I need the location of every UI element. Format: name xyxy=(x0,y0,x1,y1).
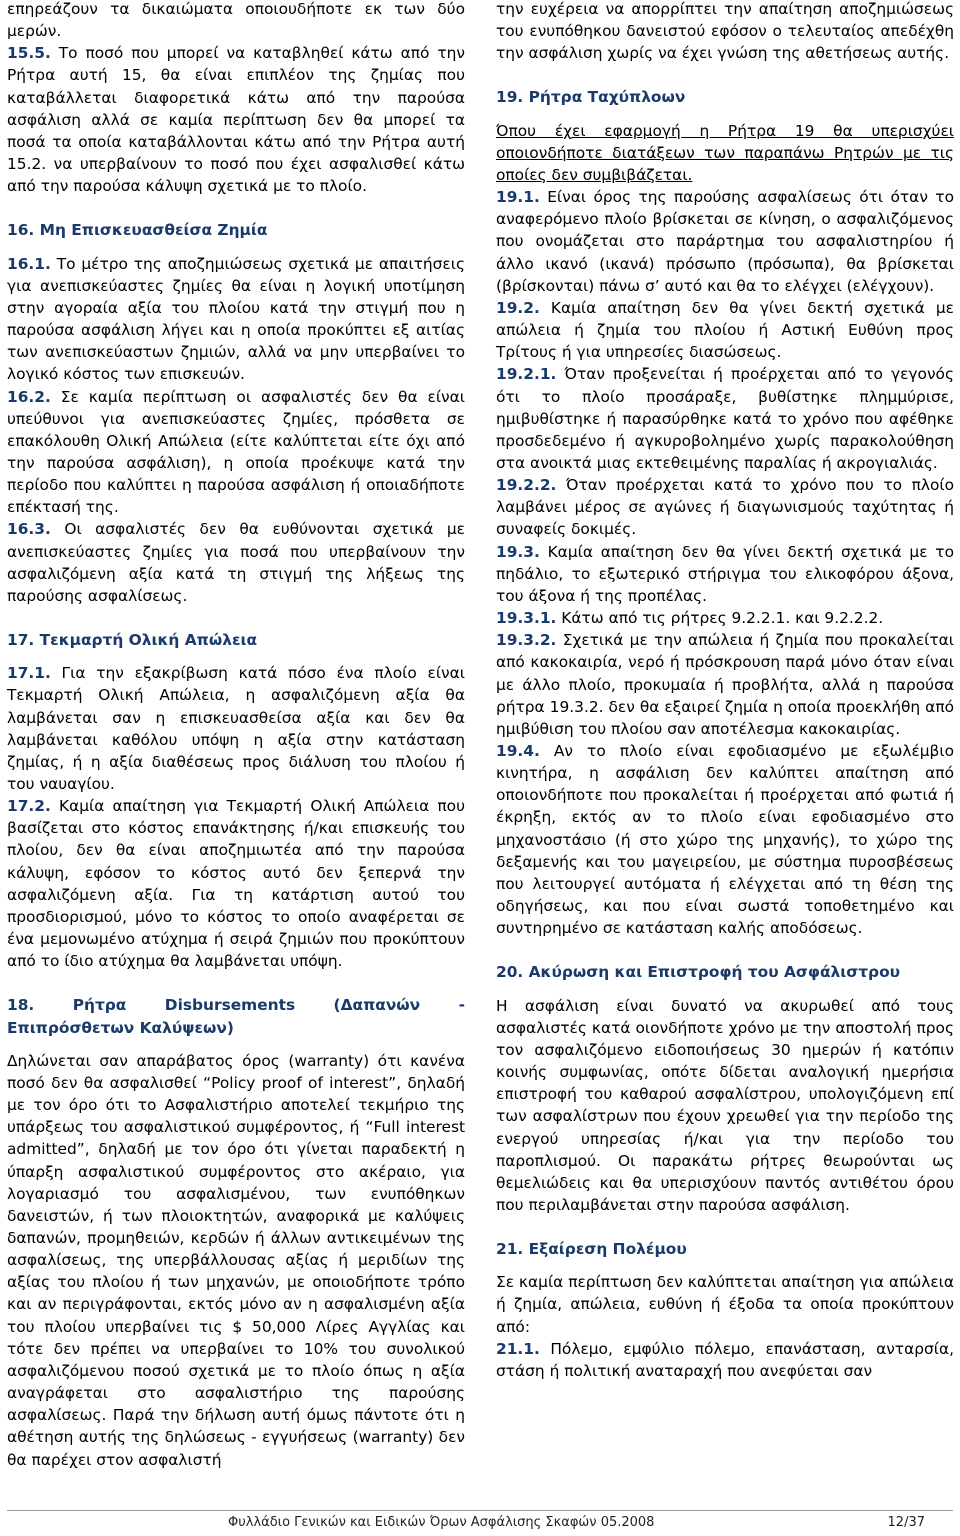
clause-19-2-1 xyxy=(496,363,954,474)
clause-19-2 xyxy=(496,297,954,363)
clause-number: 19.4. xyxy=(496,742,540,760)
heading-clause-20: 20. Ακύρωση και Επιστροφή του Ασφάλιστρου xyxy=(496,963,901,982)
clause-17-1 xyxy=(7,662,465,795)
clause-number: 19.3.2. xyxy=(496,631,557,650)
clause-19-4 xyxy=(496,740,954,939)
clause-text: Όταν προέρχεται κατά το χρόνο που το πλοίο λαμβάνει μέρος σε αγώνες ή διαγωνισμούς ταχύτητας ή συναφείς δοκιμές. xyxy=(496,476,954,539)
clause-text: Καμία απαίτηση δεν θα γίνει δεκτή σχετικά με απώλεια ή ζημία του πλοίου ή Αστική Ευθύνη προς Τρίτους ή για υπηρεσίες διασώσεως. xyxy=(496,298,954,362)
clause-number: 16.2. xyxy=(7,387,51,406)
heading-clause-19: 19. Ρήτρα Ταχύπλοων xyxy=(496,88,686,107)
clause-text: Το ποσό που μπορεί να καταβληθεί κάτω από την Ρήτρα αυτή 15, θα είναι επιπλέον της ζημίας που καταβάλλεται διαφορετικά κάτω από την παρούσα ασφάλιση αλλά σε καμία περίπτωση δεν θα μπορεί τα ποσά τα οποία καταβάλλονται κάτω από την Ρήτρα αυτή 15.2. να υπερβαίνουν το ποσό που έχει ασφαλισθεί κάτω από την παρούσα κάλυψη σχετικά με το πλοίο. xyxy=(7,44,465,196)
clause-text: Καμία απαίτηση για Τεκμαρτή Ολική Απώλεια που βασίζεται στο κόστος επανάκτησης ή/και επισκευής του πλοίου, δεν θα είναι αποζημιωτέα από την παρούσα κάλυψη, εφόσον το κόστος αυτό δεν ξεπερνά την ασφαλιζόμενη αξία. Για τη κατάρτιση αυτού του προσδιορισμού, μόνο το κόστος το οποίο αναφέρεται σε ένα μεμονωμένο ατύχημα ή σειρά ζημιών που προκύπτουν από το ίδιο ατύχημα θα λαμβάνεται υπόψη. xyxy=(7,797,465,971)
clause-text: Είναι όρος της παρούσης ασφαλίσεως ότι όταν το αναφερόμενο πλοίο βρίσκεται σε κίνηση, ο ασφαλιζόμενος που ονομάζεται στο παράρτημα του ασφαλιστηρίου ή άλλο ικανό (ικανά) πρόσωπο (πρόσωπα), θα βρίσκεται (βρίσκονται) πάνω σ’ αυτό και θα το ελέγχει (ελέγχουν). xyxy=(496,188,954,295)
clause-text: Κάτω από τις ρήτρες 9.2.2.1. και 9.2.2.2. xyxy=(556,609,884,628)
heading-clause-21: 21. Εξαίρεση Πολέμου xyxy=(496,1240,687,1259)
clause-number: 15.5. xyxy=(7,44,51,63)
clause-21-text: Σε καμία περίπτωση δεν καλύπτεται απαίτηση για απώλεια ή ζημία, απώλεια, ευθύνη ή έξοδα τα οποία προκύπτουν από: xyxy=(496,1273,955,1336)
clause-20-text: Η ασφάλιση είναι δυνατό να ακυρωθεί από τους ασφαλιστές κατά οιονδήποτε χρόνο με την αποστολή προς τον ασφαλιζόμενο ειδοποιήσεως 30 ημερών ή κατόπιν κοινής συμφωνίας, οπότε δίδεται αναλογική ημερήσια επιστροφή του καθαρού ασφαλίστρου, υπολογιζόμενη επί των ασφαλίστρων που έχουν χρεωθεί για την περίοδο της ενεργού υπηρεσίας ή/και για την περίοδο του παροπλισμού. Οι παρακάτω ρήτρες θεωρούνται ως θεμελιώδεις και θα υπερισχύουν παντός αντιθέτου όρου που περιλαμβάνεται στην παρούσα ασφάλιση. xyxy=(496,996,954,1214)
left-column xyxy=(7,0,465,1471)
heading-clause-18: 18. Ρήτρα Disbursements (Δαπανών - Επιπρόσθετων Καλύψεων) xyxy=(7,996,465,1037)
paragraph-continuation: την ευχέρεια να απορρίπτει την απαίτηση αποζημιώσεως του ενυπόθηκου δανειστού εφόσον ο τελευταίος απεδέχθη την ασφάλιση χωρίς να έχει γνώση της αθετήσεως αυτής. xyxy=(496,0,954,63)
clause-number: 17.2. xyxy=(7,797,51,816)
clause-number: 19.1. xyxy=(496,188,540,207)
clause-number: 19.2.1. xyxy=(496,365,557,384)
clause-16-2 xyxy=(7,386,465,519)
clause-text: Καμία απαίτηση δεν θα γίνει δεκτή σχετικά με το πηδάλιο, το εξωτερικό στήριγμα του ελικοφόρου άξονα, του άξονα ή της προπέλας. xyxy=(496,542,954,605)
clause-number: 19.2.2. xyxy=(496,476,557,495)
right-column xyxy=(496,0,954,1382)
clause-21-1 xyxy=(496,1338,954,1382)
clause-text: Σε καμία περίπτωση οι ασφαλιστές δεν θα είναι υπεύθυνοι για ανεπισκεύαστες ζημίες, πρόσθετα σε επακόλουθη Ολική Απώλεια (είτε καλύπτεται είτε όχι από την παρούσα ασφάλιση), η οποία προέκυψε κατά την περίοδο που καλύπτει η παρούσα ασφάλιση ή οποιαδήποτε επέκτασή της. xyxy=(7,387,465,517)
clause-19-1 xyxy=(496,186,954,297)
clause-text: Το μέτρο της αποζημιώσεως σχετικά με απαιτήσεις για ανεπισκεύαστες ζημίες θα είναι η λογική υποτίμηση στην αγοραία αξία του πλοίου κατά την στιγμή που η παρούσα ασφάλιση λήγει και η οποία προκύπτει εξ αιτίας των ανεπισκεύαστων ζημιών, αλλά να μην υπερβαίνει το λογικό κόστος των επισκευών. xyxy=(7,254,465,384)
clause-number: 19.3.1. xyxy=(496,609,557,628)
clause-19-intro: Όπου έχει εφαρμογή η Ρήτρα 19 θα υπερισχύει οποιονδήποτε διατάξεων των παραπάνω Ρητρών με τις οποίες δεν συμβιβάζεται. xyxy=(496,121,954,184)
clause-number: 19.3. xyxy=(496,542,540,561)
paragraph-continuation: επηρεάζουν τα δικαιώματα οποιουδήποτε εκ των δύο μερών. xyxy=(7,0,465,41)
clause-19-3-2 xyxy=(496,629,954,740)
clause-number: 16.1. xyxy=(7,254,51,273)
clause-number: 19.2. xyxy=(496,298,540,317)
footer-divider xyxy=(7,1510,953,1511)
clause-16-1 xyxy=(7,253,465,386)
clause-19-3 xyxy=(496,541,954,607)
heading-clause-16: 16. Μη Επισκευασθείσα Ζημία xyxy=(7,221,268,240)
clause-text: Αν το πλοίο είναι εφοδιασμένο με εξωλέμβιο κινητήρα, η ασφάλιση δεν καλύπτει απαίτηση από οποιονδήποτε που προκαλείται ή προέρχεται από φωτιά ή έκρηξη, εκτός αν το πλοίο είναι εφοδιασμένο στο μηχανοστάσιο (ή στο χώρο της μηχανής), το χώρο της δεξαμενής και του μαγειρείου, με σύστημα πυροσβέσεως που λειτουργεί αυτόματα ή ελέγχεται από τη θέση της οδηγήσεως, και που είναι σωστά τοποθετημένο και συντηρημένο σε κατάσταση καλής αποδόσεως. xyxy=(496,742,954,938)
clause-text: Όταν προξενείται ή προέρχεται από το γεγονός ότι το πλοίο προσάραξε, βυθίστηκε πλημμύρισε, ημιβυθίστηκε ή παρασύρθηκε κατά το χρόνο που αφέθηκε προσδεδεμένο ή αγκυροβολημένο χωρίς παρακολούθηση στα ανοικτά μιας εκτεθειμένης παραλίας ή ακρογιαλιάς. xyxy=(496,365,954,472)
clause-text: Οι ασφαλιστές δεν θα ευθύνονται σχετικά με ανεπισκεύαστες ζημίες για ποσά που υπερβαίνουν την ασφαλιζόμενη αξία κατά τη στιγμή της λήξεως της παρούσης ασφαλίσεως. xyxy=(7,520,465,605)
clause-number: 17.1. xyxy=(7,664,51,683)
clause-17-2 xyxy=(7,795,465,972)
clause-16-3 xyxy=(7,518,465,607)
clause-text: Σχετικά με την απώλεια ή ζημία που προκαλείται από κακοκαιρία, νερό ή πρόσκρουση παρά μόνο όταν είναι με άλλο πλοίο, προκυμαία ή προβλήτα, αλλά η παρούσα ρήτρα 19.3.2. δεν θα εξαιρεί ζημία η οποία προεκλήθη από ημιβύθιση του πλοίου σαν αποτέλεσμα κακοκαιρίας. xyxy=(496,631,954,738)
clause-15-5 xyxy=(7,42,465,197)
clause-18-text: Δηλώνεται σαν απαράβατος όρος (warranty) ότι κανένα ποσό δεν θα ασφαλισθεί “Policy proof of interest”, δηλαδή με τον όρο ότι το Ασφαλιστήριο αποτελεί τεκμήριο της υπάρξεως του ασφαλιστικού συμφέροντος, ή “Full interest admitted”, δηλαδή με τον όρο ότι γίνεται παραδεκτή η ύπαρξη ασφαλιστικού συμφέροντος στο ακέραιο, για λογαριασμό του ασφαλισμένου, των ενυπόθηκων δανειστών, ή των πλοιοκτητών, αναφορικά με καλύψεις δαπανών, προμηθειών, κερδών ή άλλων αντικειμένων της ασφαλίσεως, της υπερβάλλουσας αξίας ή μεριδίων της αξίας του πλοίου ή των μηχανών, με οποιοδήποτε τρόπο και αν περιγράφονται, εκτός μόνο αν η ασφαλισμένη αξία του πλοίου υπερβαίνει τις $ 50,000 Λίρες Αγγλίας και τότε δεν πρέπει να υπερβαίνει το 10% του συνολικού ασφαλιζόμενου ποσού σχετικά με το πλοίο όπως η αξία αναγράφεται στο ασφαλιστήριο της παρούσης ασφαλίσεως. Παρά την δήλωση αυτή όμως πάντοτε ότι η αθέτηση αυτής της δηλώσεως - εγγυήσεως (warranty) δεν θα παρέχει στον ασφαλιστή xyxy=(7,1051,465,1469)
clause-text: Πόλεμο, εμφύλιο πόλεμο, επανάσταση, ανταρσία, στάση ή πολιτική αναταραχή που ανεφύεται σαν xyxy=(496,1339,954,1380)
page-number: 12/37 xyxy=(887,1515,925,1530)
clause-number: 21.1. xyxy=(496,1339,540,1358)
clause-text: Για την εξακρίβωση κατά πόσο ένα πλοίο είναι Τεκμαρτή Ολική Απώλεια, η ασφαλιζόμενη αξία θα λαμβάνεται σαν η επισκευασθείσα αξία και δεν θα λαμβάνεται καθόλου υπόψη η αξία στην κατάσταση ζημίας, ή η αξία διαθέσεως προς διάλυση του πλοίου ή του ναυαγίου. xyxy=(7,664,465,793)
clause-19-3-1 xyxy=(496,607,954,629)
footer-document-title: Φυλλάδιο Γενικών και Ειδικών Όρων Ασφάλισης Σκαφών 05.2008 xyxy=(228,1515,655,1530)
clause-19-2-2 xyxy=(496,474,954,540)
clause-number: 16.3. xyxy=(7,520,51,539)
heading-clause-17: 17. Τεκμαρτή Ολική Απώλεια xyxy=(7,631,258,650)
